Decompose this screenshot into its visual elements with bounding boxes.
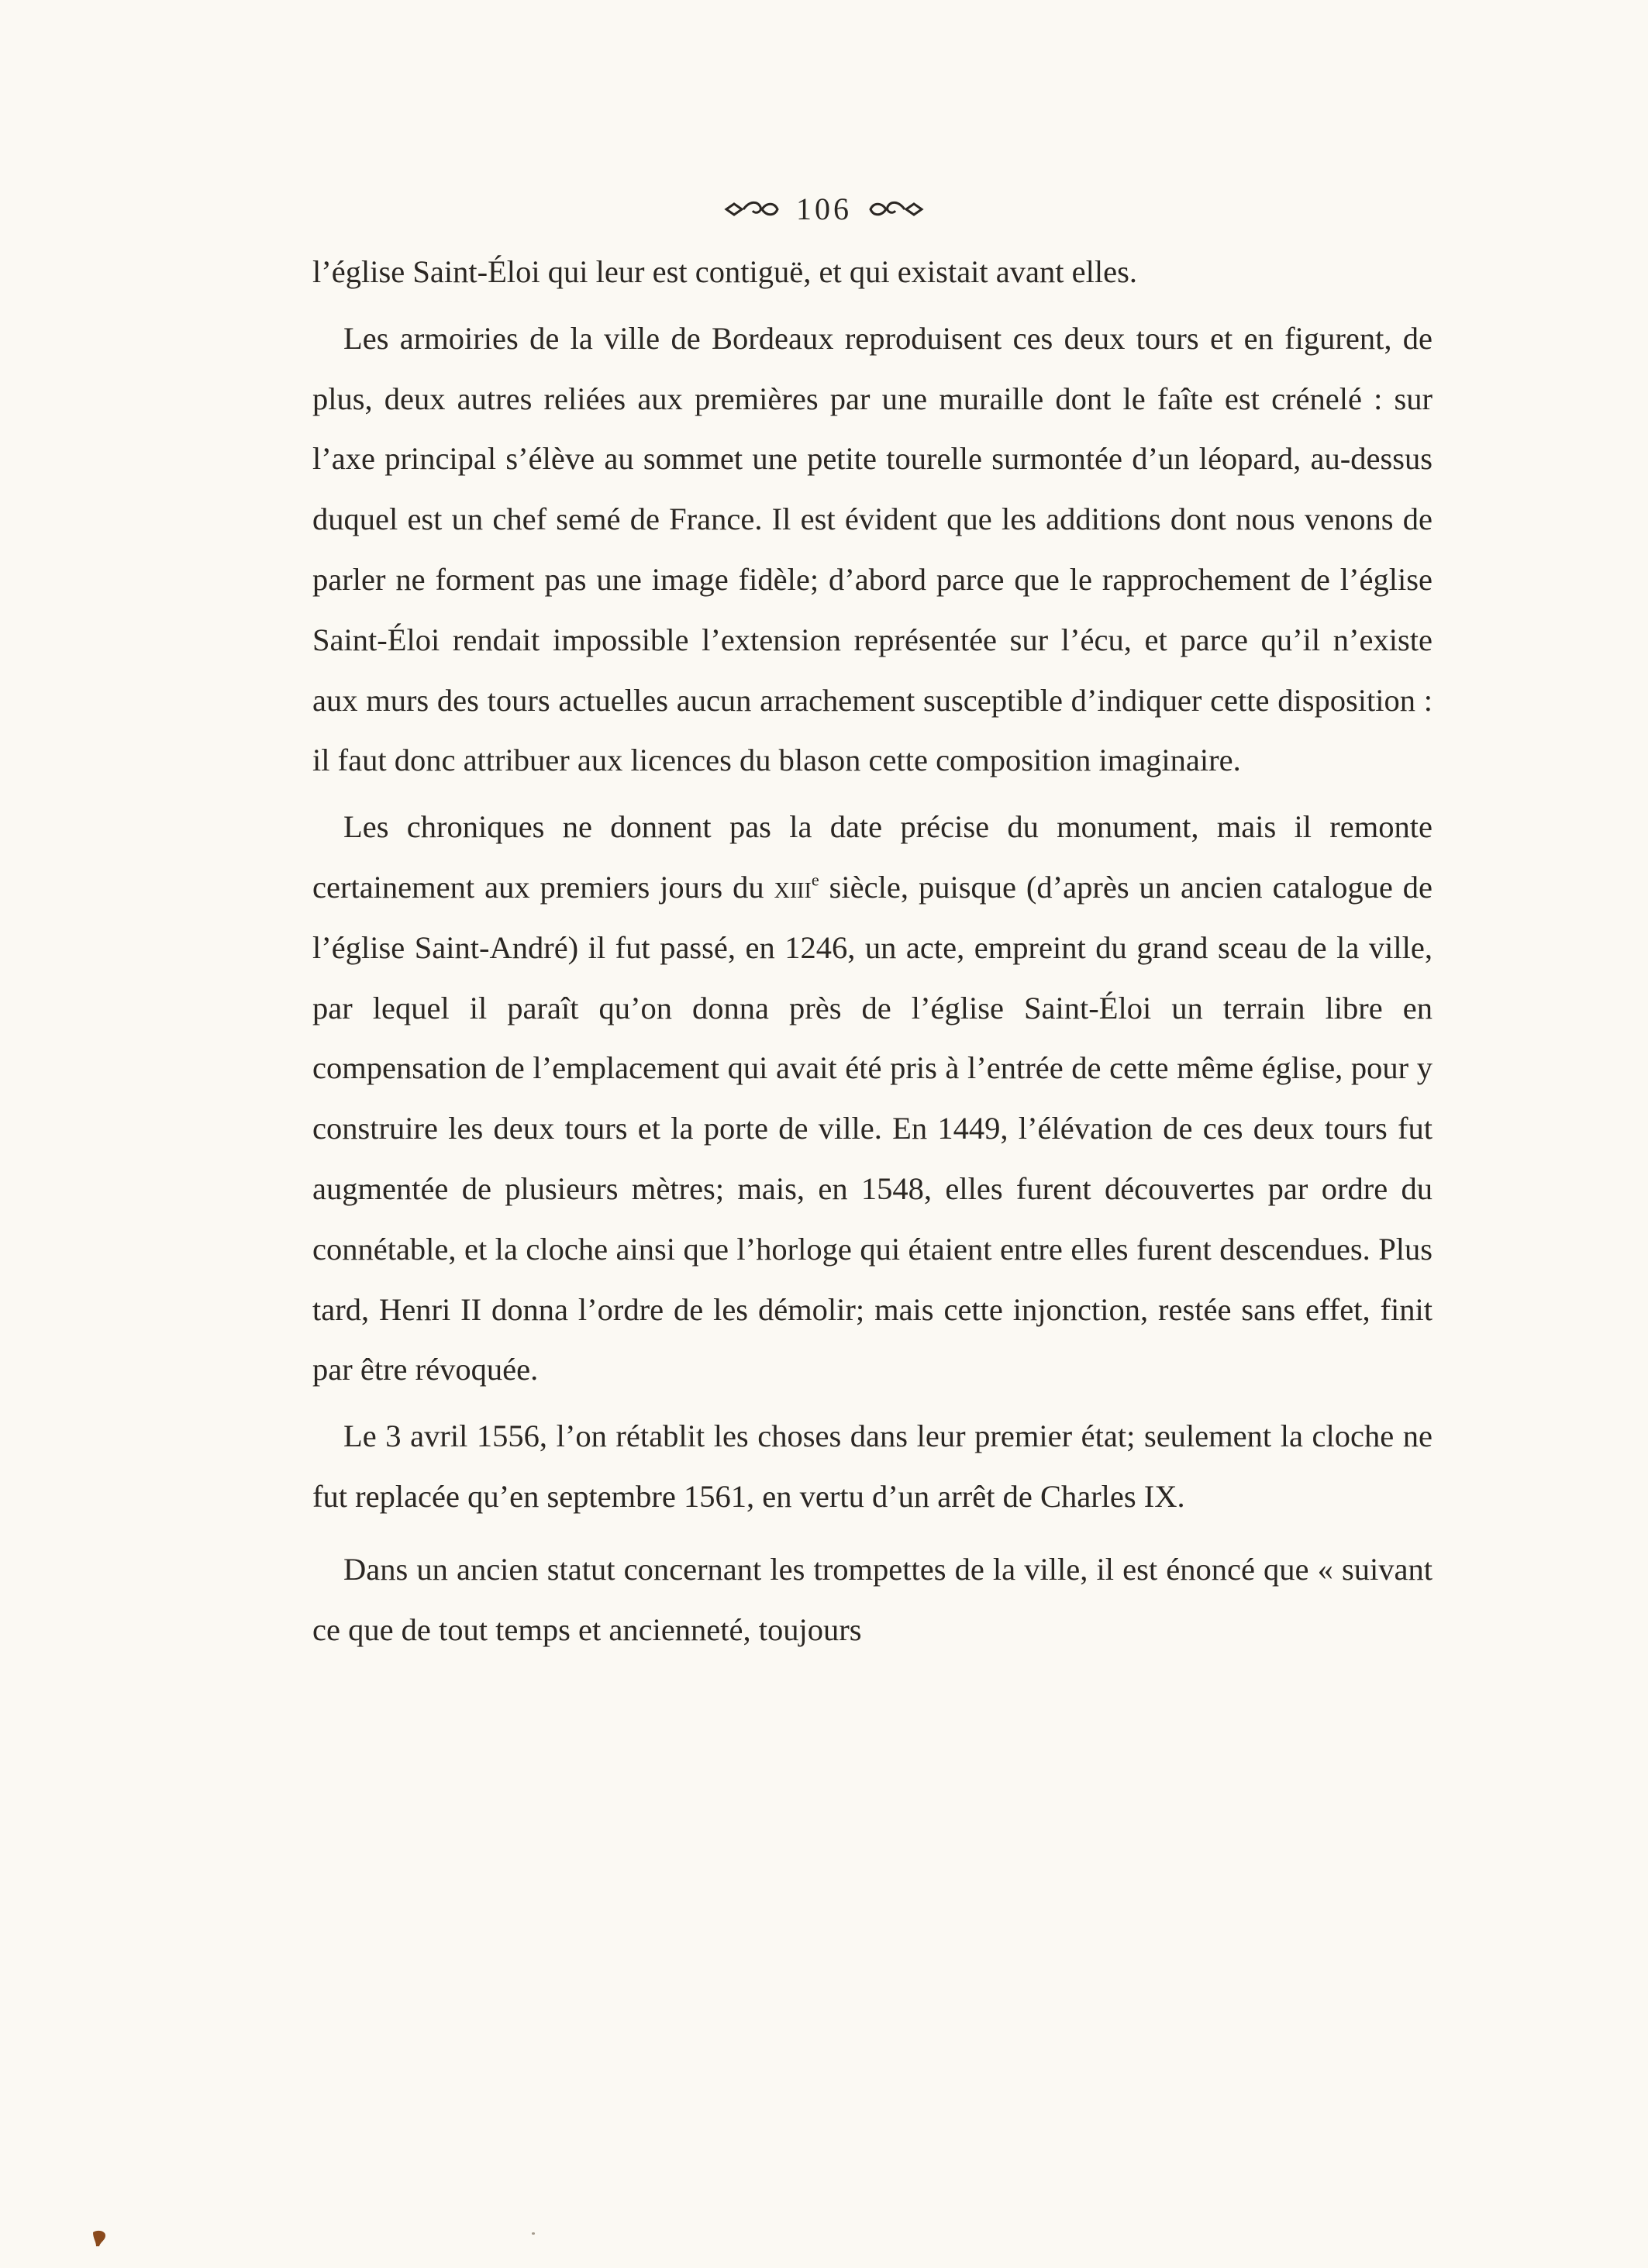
page-header [0, 186, 1648, 233]
century-numeral: xiii [774, 869, 812, 905]
paragraph-chroniques-part-2: siècle, puisque (d’après un ancien catalogue de l’église Saint-André) il fut passé, en 1246, un acte, empreint du grand sceau de la ville, par lequel il paraît qu’on donna près de l’église Saint-Éloi un terrain libre en compensation de l’emplacement qui avait été pris à l’entrée de cette même église, pour y construire les deux tours et la porte de ville. En 1449, l’élévation de ces deux tours fut augmentée de plusieurs mètres; mais, en 1548, elles furent découvertes par ordre du connétable, et la cloche ainsi que l’horloge qui étaient entre elles furent descendues. Plus tard, Henri II donna l’ordre de les démolir; mais cette injonction, restée sans effet, finit par être révoquée. [312, 869, 1433, 1387]
century-superscript: e [811, 870, 819, 890]
fleuron-left-icon [723, 196, 781, 222]
paragraph-chroniques [312, 797, 1433, 1400]
fleuron-right-icon [867, 196, 925, 222]
paragraph-continuation: l’église Saint-Éloi qui leur est contiguë, et qui existait avant elles. [312, 254, 1137, 289]
body-text [312, 242, 1433, 1660]
ink-speck-icon [91, 2229, 107, 2248]
paragraph-armoiries: Les armoiries de la ville de Bordeaux reproduisent ces deux tours et en figurent, de plus, deux autres reliées aux premières par une muraille dont le faîte est crénelé : sur l’axe principal s’élève au sommet une petite tourelle surmontée d’un léopard, au-dessus duquel est un chef semé de France. Il est évident que les additions dont nous venons de parler ne forment pas une image fidèle; d’abord parce que le rapprochement de l’église Saint-Éloi rendait impossible l’extension représentée sur l’écu, et parce qu’il n’existe aux murs des tours actuelles aucun arrachement susceptible d’indiquer cette disposition : il faut donc attribuer aux licences du blason cette composition imaginaire. [312, 320, 1433, 778]
paragraph-avril: Le 3 avril 1556, l’on rétablit les choses dans leur premier état; seulement la cloche ne fut replacée qu’en septembre 1561, en vertu d’un arrêt de Charles IX. [312, 1418, 1433, 1514]
paragraph-chroniques-part-1: Les chroniques ne donnent pas la date précise du monument, mais il remonte certainement aux premiers jours du [312, 809, 1433, 905]
paper-mark [532, 2232, 535, 2235]
paragraph-statut: Dans un ancien statut concernant les trompettes de la ville, il est énoncé que « suivant ce que de tout temps et ancienneté, toujours [312, 1551, 1433, 1647]
page-number: 106 [796, 191, 852, 226]
